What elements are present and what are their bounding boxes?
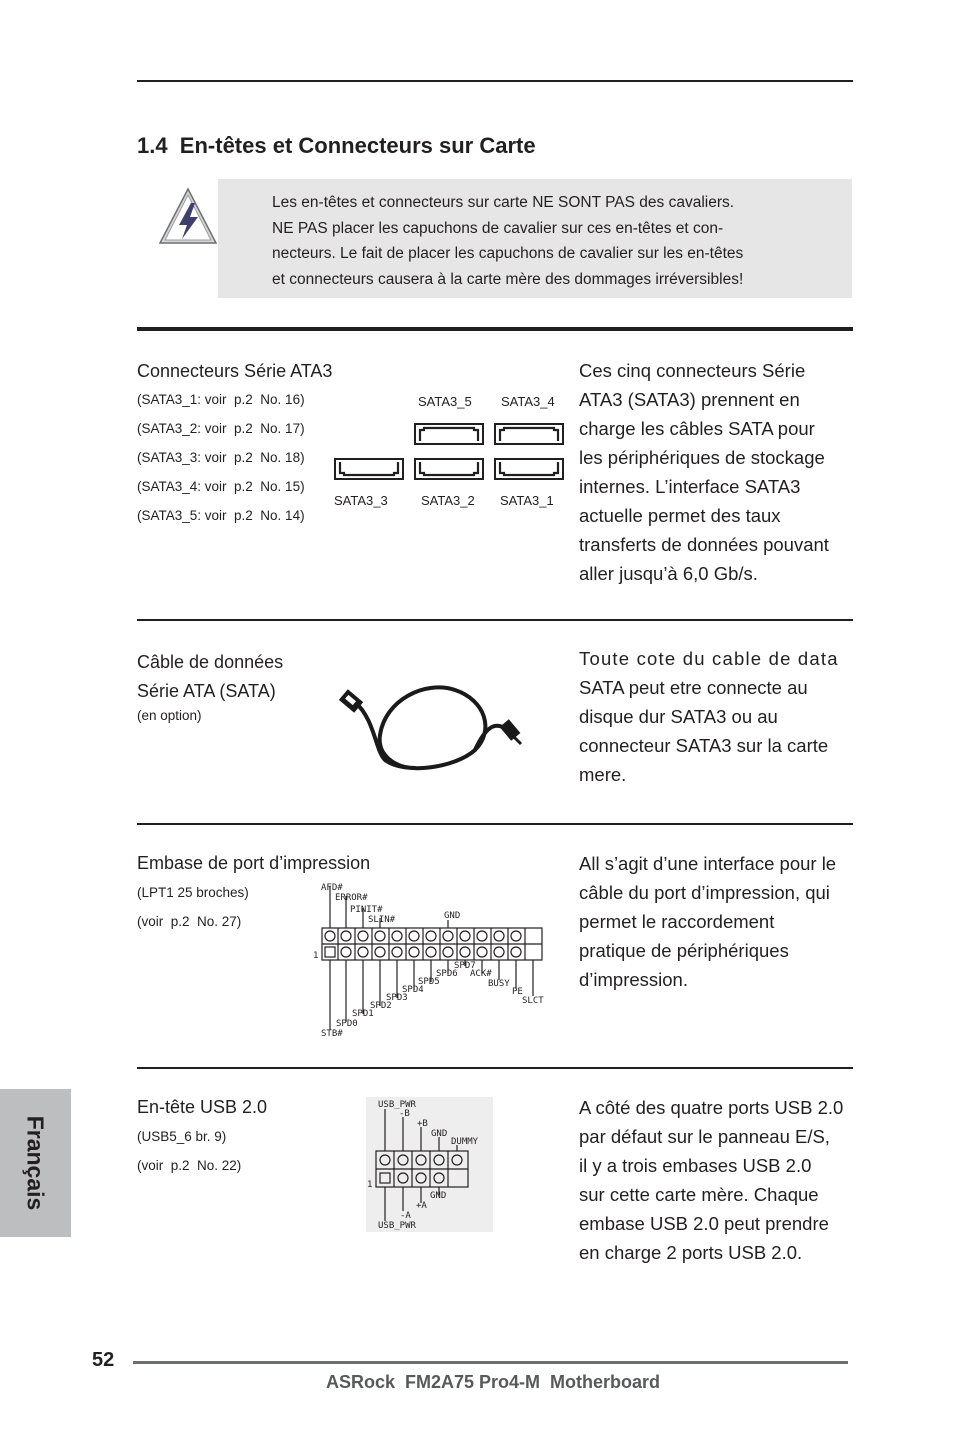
sata3-3-connector <box>335 459 403 479</box>
sata-ref: (SATA3_3: voir p.2 No. 18) <box>137 450 305 465</box>
top-rule <box>137 80 853 82</box>
language-side-tab <box>0 1089 71 1237</box>
lpt-pin-label: AFD# <box>321 883 343 893</box>
sata-desc-line: internes. L’interface SATA3 <box>579 476 801 497</box>
lpt-ref: (voir p.2 No. 27) <box>137 914 242 929</box>
sata-desc-line: Ces cinq connecteurs Série <box>579 360 806 381</box>
usb-ref: (USB5_6 br. 9) <box>137 1129 227 1144</box>
page-number: 52 <box>92 1349 115 1371</box>
lpt-pin-label: SPD5 <box>418 977 440 987</box>
sata-ref: (SATA3_5: voir p.2 No. 14) <box>137 508 305 523</box>
section-divider <box>137 619 853 621</box>
sata-desc-line: actuelle permet des taux <box>579 505 781 526</box>
lpt-pin-1-label: 1 <box>313 951 319 961</box>
lpt-pin-label: SPD6 <box>436 969 458 979</box>
lpt-pin-label: BUSY <box>488 979 510 989</box>
usb-pin-label: -A <box>400 1211 411 1221</box>
lpt-desc-line: câble du port d’impression, qui <box>579 882 830 903</box>
lpt-pin-label: PINIT# <box>350 905 383 915</box>
sata-description <box>579 356 829 588</box>
sata-desc-line: transferts de données pouvant <box>579 534 829 555</box>
usb-desc-line: A côté des quatre ports USB 2.0 <box>579 1097 844 1118</box>
cable-desc-line: Toute cote du cable de data <box>579 648 839 669</box>
usb-desc-line: il y a trois embases USB 2.0 <box>579 1155 812 1176</box>
sata3-1-label: SATA3_1 <box>500 493 554 508</box>
usb-pin-label: GND <box>431 1129 448 1139</box>
lpt-pin-label: PE <box>512 987 523 997</box>
usb-pin-label: USB_PWR <box>378 1221 416 1231</box>
lpt-header-diagram <box>310 880 550 1042</box>
warning-line: et connecteurs causera à la carte mère des dommages irréversibles! <box>272 270 744 288</box>
lpt-desc-line: permet le raccordement <box>579 911 775 932</box>
usb-desc-line: en charge 2 ports USB 2.0. <box>579 1242 803 1263</box>
usb-refs <box>137 1122 241 1180</box>
lpt-pin-label: GND <box>444 911 461 921</box>
lpt-desc-line: d’impression. <box>579 969 688 990</box>
sata-desc-line: aller jusqu’à 6,0 Gb/s. <box>579 563 758 584</box>
usb-ref: (voir p.2 No. 22) <box>137 1158 242 1173</box>
sata3-4-connector <box>495 424 563 444</box>
sata-ref: (SATA3_2: voir p.2 No. 17) <box>137 421 305 436</box>
cable-desc-line: SATA peut etre connecte au <box>579 677 808 698</box>
sata3-5-label: SATA3_5 <box>418 394 472 409</box>
footer-rule <box>133 1361 848 1364</box>
lpt-pin-label: SLIN# <box>368 915 396 925</box>
lpt-pin-label: SLCT <box>522 996 544 1006</box>
sata-section-title: Connecteurs Série ATA3 <box>137 361 333 381</box>
sata-desc-line: charge les câbles SATA pour <box>579 418 815 439</box>
cable-title-line: Série ATA (SATA) <box>137 681 276 701</box>
lpt-desc-line: pratique de périphériques <box>579 940 789 961</box>
lpt-section-title: Embase de port d’impression <box>137 853 371 873</box>
sata3-2-label: SATA3_2 <box>421 493 475 508</box>
cable-desc-line: disque dur SATA3 ou au <box>579 706 778 727</box>
usb-desc-line: par défaut sur le panneau E/S, <box>579 1126 830 1147</box>
lpt-pin-label: SPD2 <box>370 1001 392 1011</box>
lpt-pin-label: SPD1 <box>352 1009 374 1019</box>
sata3-2-connector <box>415 459 483 479</box>
section-divider <box>137 1067 853 1069</box>
cable-section-title <box>137 648 283 706</box>
cable-title-line: Câble de données <box>137 652 284 672</box>
lpt-pin-label: SPD0 <box>336 1019 358 1029</box>
language-side-tab-label: Français <box>22 1115 49 1211</box>
section-title: 1.4 En-têtes et Connecteurs sur Carte <box>137 133 536 158</box>
usb-pin-label: -B <box>399 1109 410 1119</box>
warning-line: necteurs. Le fait de placer les capuchons de cavalier sur les en-têtes <box>272 245 744 262</box>
sata-refs <box>137 385 305 530</box>
sata-connectors-diagram <box>333 421 568 483</box>
usb-description <box>579 1093 843 1267</box>
sata-desc-line: les périphériques de stockage <box>579 447 825 468</box>
lpt-description <box>579 849 836 994</box>
sata3-4-label: SATA3_4 <box>501 394 555 409</box>
usb-section-title: En-tête USB 2.0 <box>137 1097 268 1117</box>
usb-desc-line: embase USB 2.0 peut prendre <box>579 1213 829 1234</box>
lpt-ref: (LPT1 25 broches) <box>137 885 249 900</box>
usb-pin-1-label: 1 <box>367 1180 373 1190</box>
sata-desc-line: ATA3 (SATA3) prennent en <box>579 389 800 410</box>
usb-pin-label: DUMMY <box>451 1137 479 1147</box>
warning-text <box>272 190 783 292</box>
lpt-pin-label: SPD3 <box>386 993 408 1003</box>
sata3-3-label: SATA3_3 <box>334 493 388 508</box>
usb-pin-label: USB_PWR <box>378 1100 416 1110</box>
usb-pin-label: GND <box>430 1191 447 1201</box>
sata3-5-connector <box>415 424 483 444</box>
warning-line: Les en-têtes et connecteurs sur carte NE SONT PAS des cavaliers. <box>272 194 735 211</box>
lpt-refs <box>137 878 249 936</box>
usb-header-diagram <box>366 1097 493 1232</box>
sata-ref: (SATA3_1: voir p.2 No. 16) <box>137 392 305 407</box>
usb-desc-line: sur cette carte mère. Chaque <box>579 1184 819 1205</box>
lpt-pin-label: ACK# <box>470 969 492 979</box>
section-divider-thick <box>137 327 853 331</box>
cable-description <box>579 644 839 789</box>
warning-box <box>218 179 852 298</box>
cable-optional-note: (en option) <box>137 708 202 723</box>
lpt-pin-label: STB# <box>321 1029 343 1039</box>
usb-pin-label: +B <box>417 1119 428 1129</box>
warning-triangle-icon <box>158 185 220 247</box>
lpt-pin-label: ERROR# <box>335 893 368 903</box>
sata-ref: (SATA3_4: voir p.2 No. 15) <box>137 479 305 494</box>
lpt-pin-label: SPD7 <box>454 961 476 971</box>
cable-desc-line: mere. <box>579 764 627 785</box>
warning-line: NE PAS placer les capuchons de cavalier sur ces en-têtes et con- <box>272 219 724 237</box>
usb-pin-label: +A <box>416 1201 427 1211</box>
sata3-1-connector <box>495 459 563 479</box>
footer-model-name: ASRock FM2A75 Pro4-M Motherboard <box>326 1372 661 1392</box>
lpt-pin-label: SPD4 <box>402 985 424 995</box>
lpt-desc-line: All s’agit d’une interface pour le <box>579 853 837 874</box>
cable-desc-line: connecteur SATA3 sur la carte <box>579 735 829 756</box>
sata-cable-illustration <box>335 680 525 772</box>
section-divider <box>137 823 853 825</box>
